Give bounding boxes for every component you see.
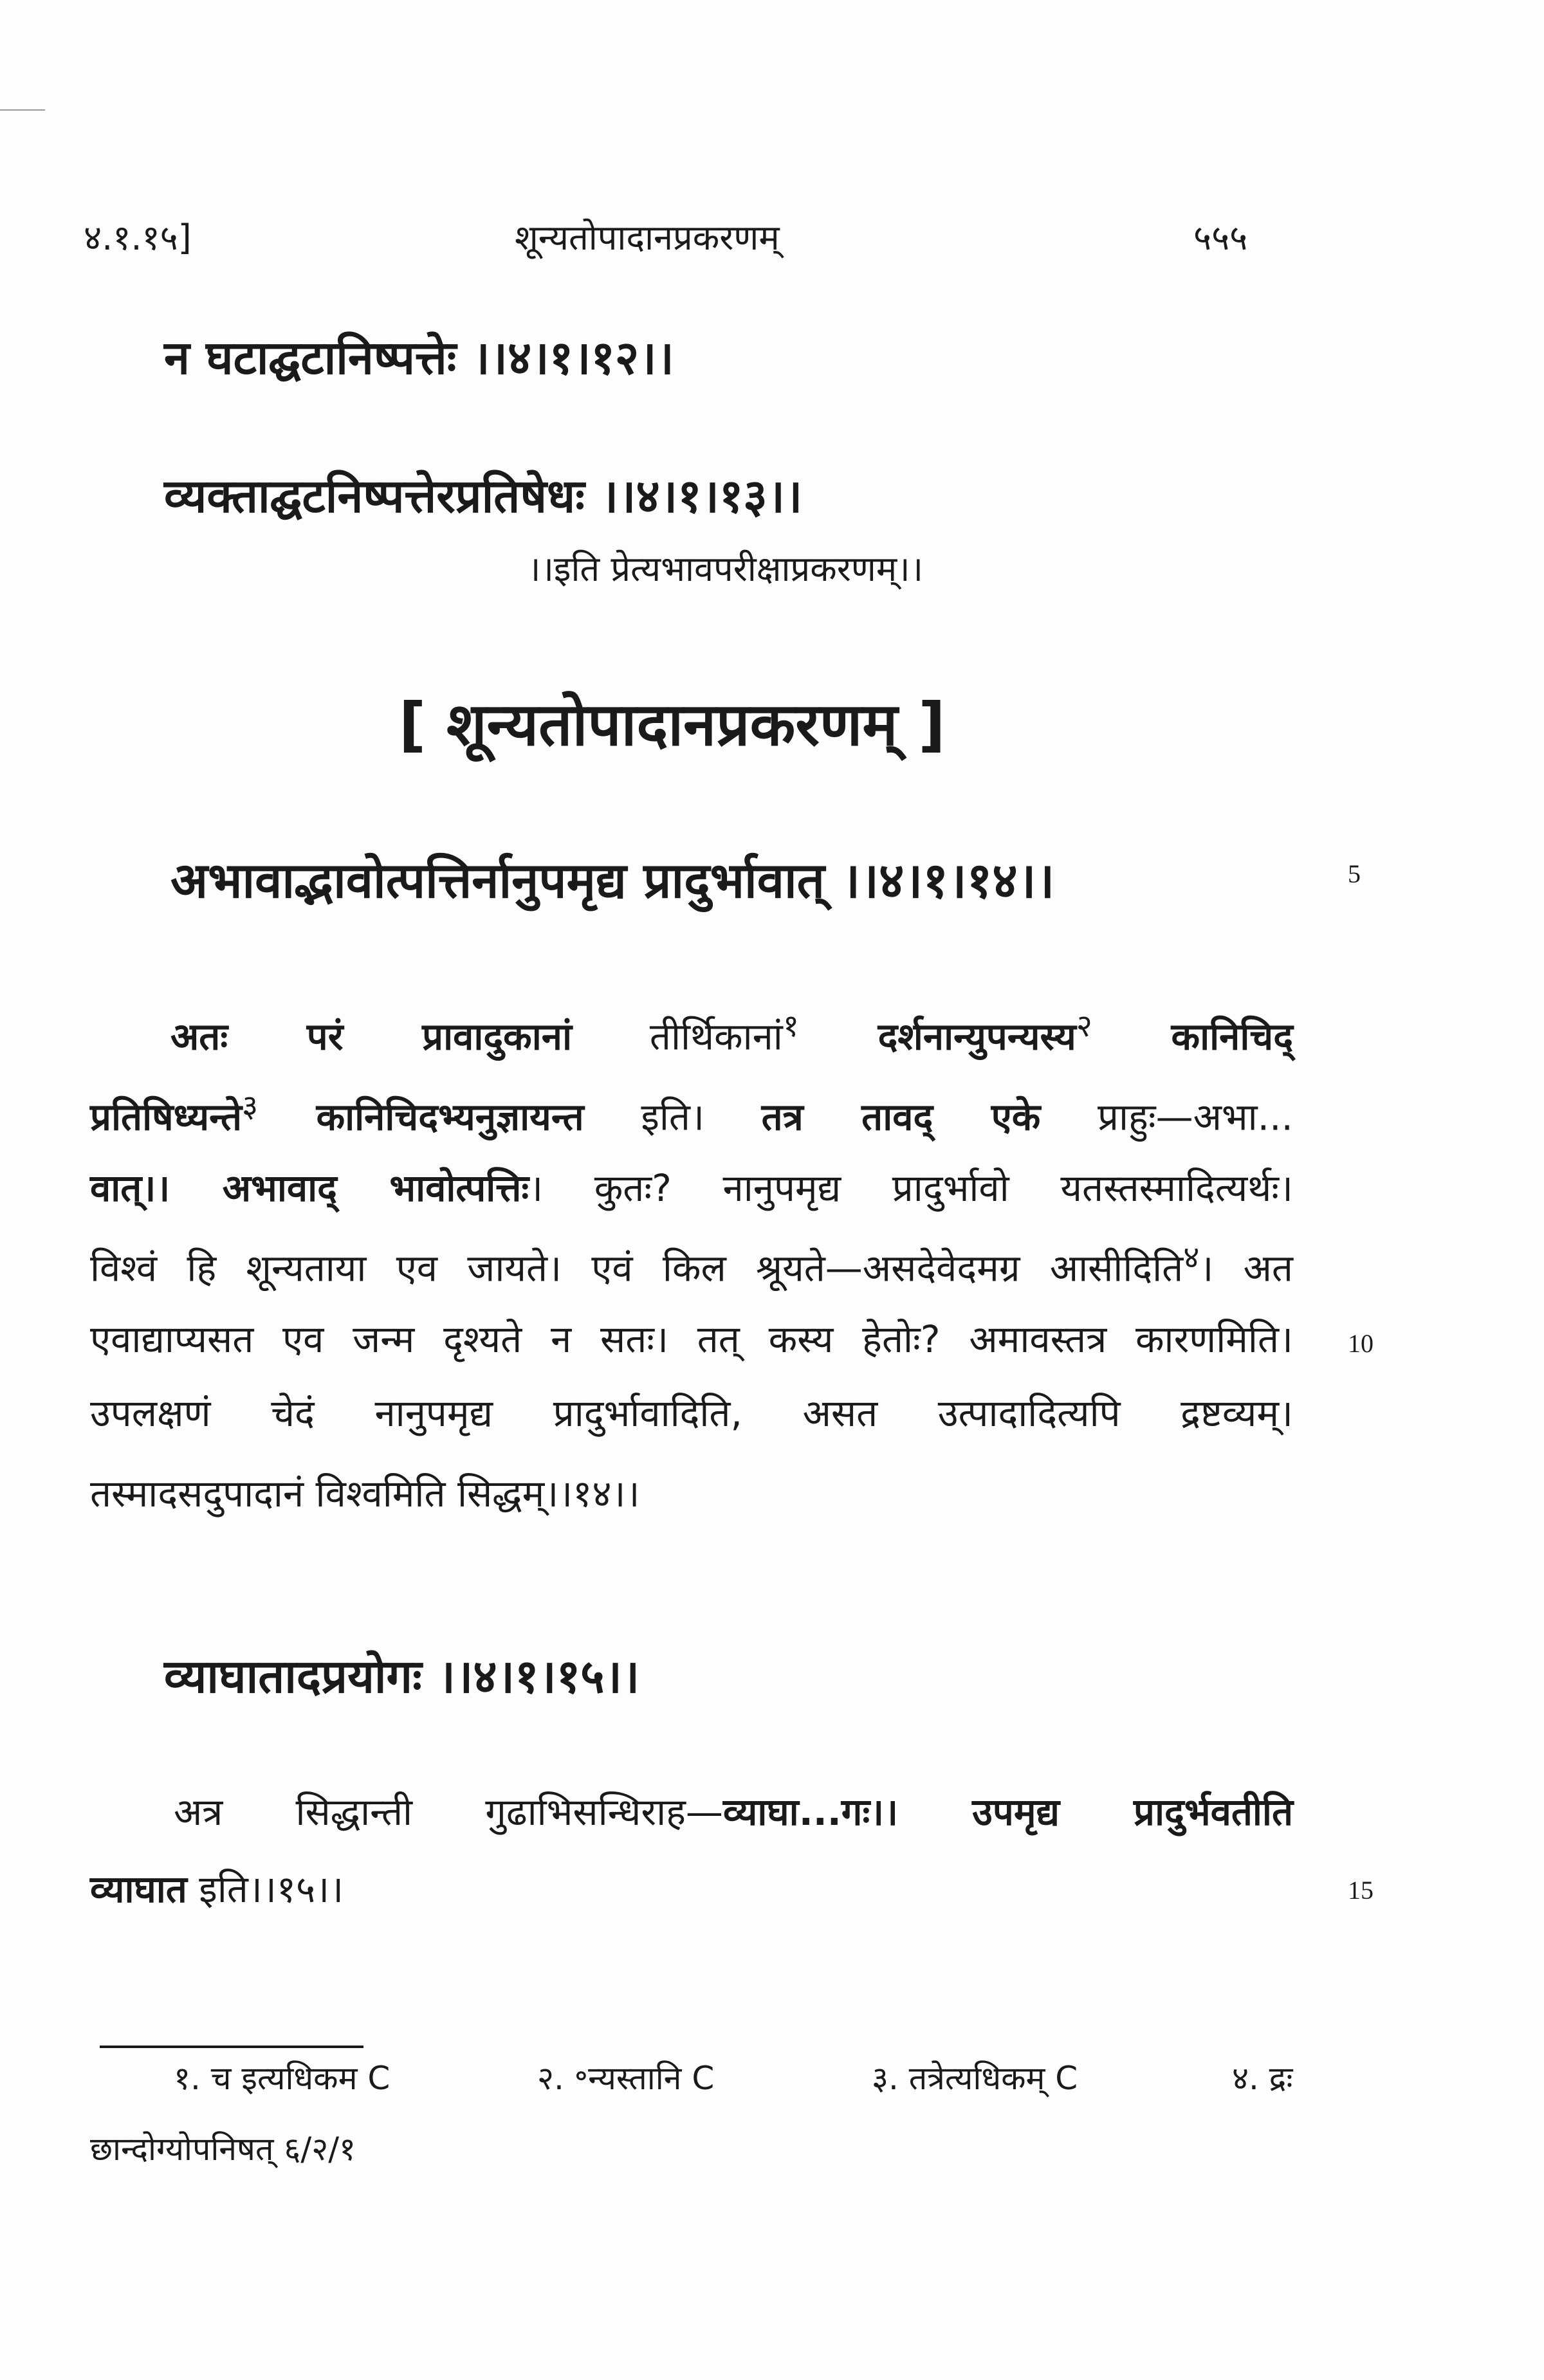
- bold-phrase: कानिचिद्: [1092, 1014, 1293, 1059]
- footnote-1: १. च इत्यधिकम C: [174, 2060, 391, 2097]
- running-header-title: शून्यतोपादानप्रकरणम्: [515, 217, 780, 258]
- text-run: । कुतः? नानुपमृद्य प्रादुर्भावो यतस्तस्मादित्यर्थः।: [529, 1166, 1293, 1210]
- commentary-line: [90, 1862, 1293, 1913]
- sutra-4-1-14: अभावाद्भावोत्पत्तिर्नानुपमृद्य प्रादुर्भावात् ।।४।१।१४।।: [170, 852, 1055, 909]
- footnote-4: ४. द्रः: [1232, 2060, 1293, 2097]
- scan-edge-mark: [0, 109, 45, 111]
- footnote-marker-2: २: [1076, 1008, 1092, 1044]
- bold-phrase: कानिचिदभ्यनुज्ञायन्त: [258, 1095, 584, 1139]
- text-run: तीर्थिकानां: [571, 1014, 783, 1059]
- bold-phrase: दर्शनान्युपन्यस्य: [798, 1014, 1076, 1059]
- bold-phrase: व्याघात: [90, 1867, 187, 1911]
- bold-phrase: अतः परं प्रावादुकानां: [170, 1014, 572, 1059]
- commentary-line: तस्मादसदुपादानं विश्वमिति सिद्धम्।।१४।।: [90, 1472, 640, 1515]
- running-header-reference: ४.१.१५]: [84, 217, 192, 258]
- commentary-line: [90, 1084, 1293, 1140]
- line-number-10: 10: [1348, 1329, 1374, 1358]
- sutra-4-1-12: न घटाद्घटानिष्पत्तेः ।।४।१।१२।।: [164, 331, 674, 385]
- bold-phrase: व्याघा...गः।। उपमृद्य प्रादुर्भवतीति: [722, 1790, 1293, 1834]
- footnote-marker-4: ४: [1183, 1240, 1200, 1276]
- bold-phrase: तत्र तावद् एके: [761, 1095, 1041, 1139]
- text-run: इति।: [584, 1095, 762, 1139]
- footnote-4-continuation: छान्दोग्योपनिषत् ६/२/१: [90, 2130, 356, 2168]
- commentary-line: [90, 1161, 1293, 1212]
- commentary-line: एवाद्याप्यसत एव जन्म दृश्यते न सतः। तत् कस्य हेतोः? अमावस्तत्र कारणमिति।: [90, 1317, 1293, 1361]
- commentary-line: [90, 1235, 1293, 1292]
- page-number: ५५५: [1193, 217, 1248, 258]
- section-colophon: ।।इति प्रेत्यभावपरीक्षाप्रकरणम्।।: [528, 549, 924, 589]
- bold-phrase: वात्।। अभावाद् भावोत्पत्तिः: [90, 1166, 529, 1210]
- commentary-line: उपलक्षणं चेदं नानुपमृद्य प्रादुर्भावादिति, असत उत्पादादित्यपि द्रष्टव्यम्।: [90, 1391, 1293, 1435]
- text-run: । अत: [1199, 1246, 1293, 1290]
- text-run: विश्वं हि शून्यताया एव जायते। एवं किल श्रूयते—असदेवेदमग्र आसीदिति: [90, 1246, 1184, 1290]
- commentary-line: [170, 1003, 1293, 1060]
- footnote-marker-3: ३: [242, 1088, 259, 1124]
- text-run: अत्र सिद्धान्ती गुढाभिसन्धिराह—: [174, 1790, 723, 1834]
- line-number-5: 5: [1348, 859, 1361, 888]
- line-number-15: 15: [1348, 1876, 1374, 1905]
- bold-phrase: प्रतिषिध्यन्ते: [90, 1095, 243, 1139]
- sutra-4-1-13: व्यक्ताद्घटनिष्पत्तेरप्रतिषेधः ।।४।१।१३।।: [164, 469, 803, 523]
- section-title: [ शून्यतोपादानप्रकरणम् ]: [399, 690, 946, 759]
- text-run: इति।।१५।।: [187, 1867, 344, 1911]
- footnote-separator: [100, 2046, 363, 2048]
- sutra-4-1-15: व्याघातादप्रयोगः ।।४।१।१५।।: [164, 1649, 640, 1703]
- footnote-marker-1: १: [782, 1008, 799, 1044]
- footnote-2: २. ॰न्यस्तानि C: [537, 2060, 715, 2097]
- commentary-line: [174, 1785, 1293, 1836]
- footnote-3: ३. तत्रेत्यधिकम् C: [872, 2060, 1078, 2097]
- text-run: प्राहुः—अभा...: [1040, 1095, 1293, 1139]
